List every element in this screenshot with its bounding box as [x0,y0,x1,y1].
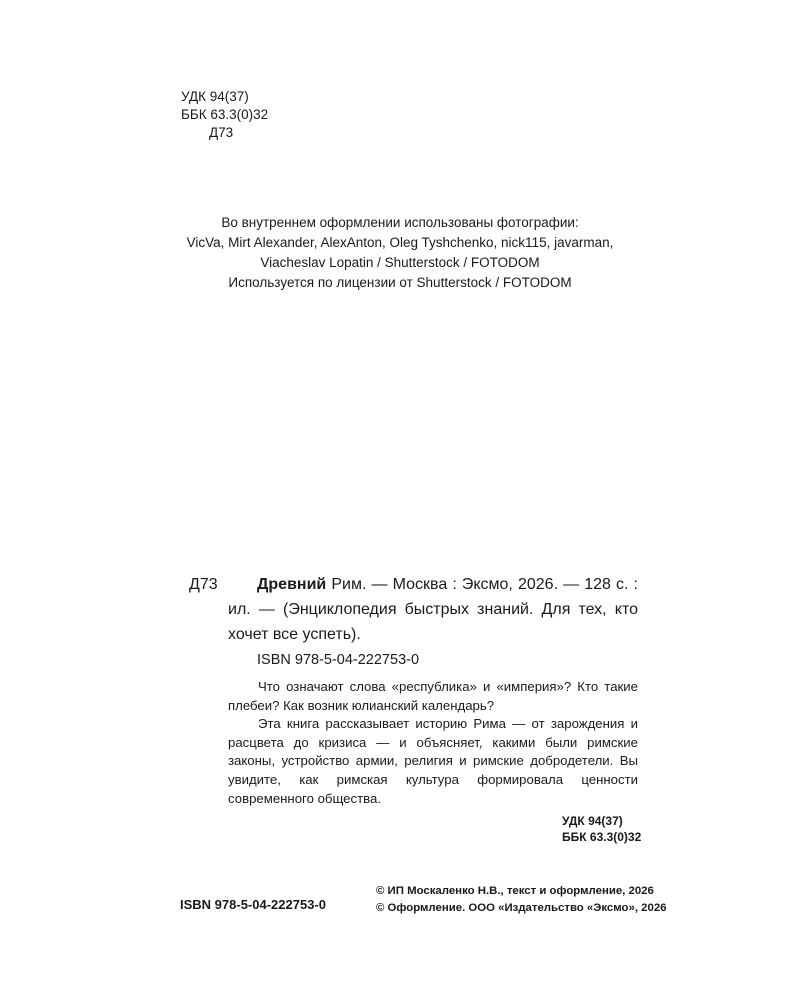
bbk-code-bottom: ББК 63.3(0)32 [562,830,642,844]
bibliographic-description [228,572,638,647]
book-title-lead: Древний [257,576,327,593]
isbn-record: ISBN 978-5-04-222753-0 [257,652,420,668]
classification-codes-top [181,88,268,142]
annotation [228,678,638,808]
book-description: Рим. — Москва : Эксмо, 2026. — 128 с. : ил. — (Энциклопедия быстрых знаний. Для тех, кто хочет все успеть). [228,576,638,643]
credit-line: Во внутреннем оформлении использованы фотографии: [221,215,579,230]
annotation-paragraph: Эта книга рассказывает историю Рима — от зарождения и расцвета до кризиса — и объясняет, какими были римские законы, устройство армии, религия и римские добродетели. Вы увидите, как римская культура формировала ценности современного общества. [228,716,638,806]
record-author-mark: Д73 [189,576,218,593]
copyright-line: © ИП Москаленко Н.В., текст и оформление, 2026 [376,885,654,897]
copyright-line: © Оформление. ООО «Издательство «Эксмо», 2026 [376,902,667,914]
bbk-code: ББК 63.3(0)32 [181,107,269,122]
credit-line: Используется по лицензии от Shutterstock / FOTODOM [228,275,572,290]
udk-code-bottom: УДК 94(37) [562,814,623,828]
udk-code: УДК 94(37) [181,89,249,104]
credit-line: VicVa, Mirt Alexander, AlexAnton, Oleg Tyshchenko, nick115, javarman, [186,235,614,250]
copyright-notices [376,883,667,917]
isbn-footer: ISBN 978-5-04-222753-0 [180,897,326,912]
annotation-paragraph: Что означают слова «республика» и «империя»? Кто такие плебеи? Как возник юлианский календарь? [228,679,638,713]
author-mark: Д73 [209,125,234,140]
classification-codes-bottom [562,813,641,845]
photo-credits [150,213,650,293]
credit-line: Viacheslav Lopatin / Shutterstock / FOTODOM [260,255,540,270]
